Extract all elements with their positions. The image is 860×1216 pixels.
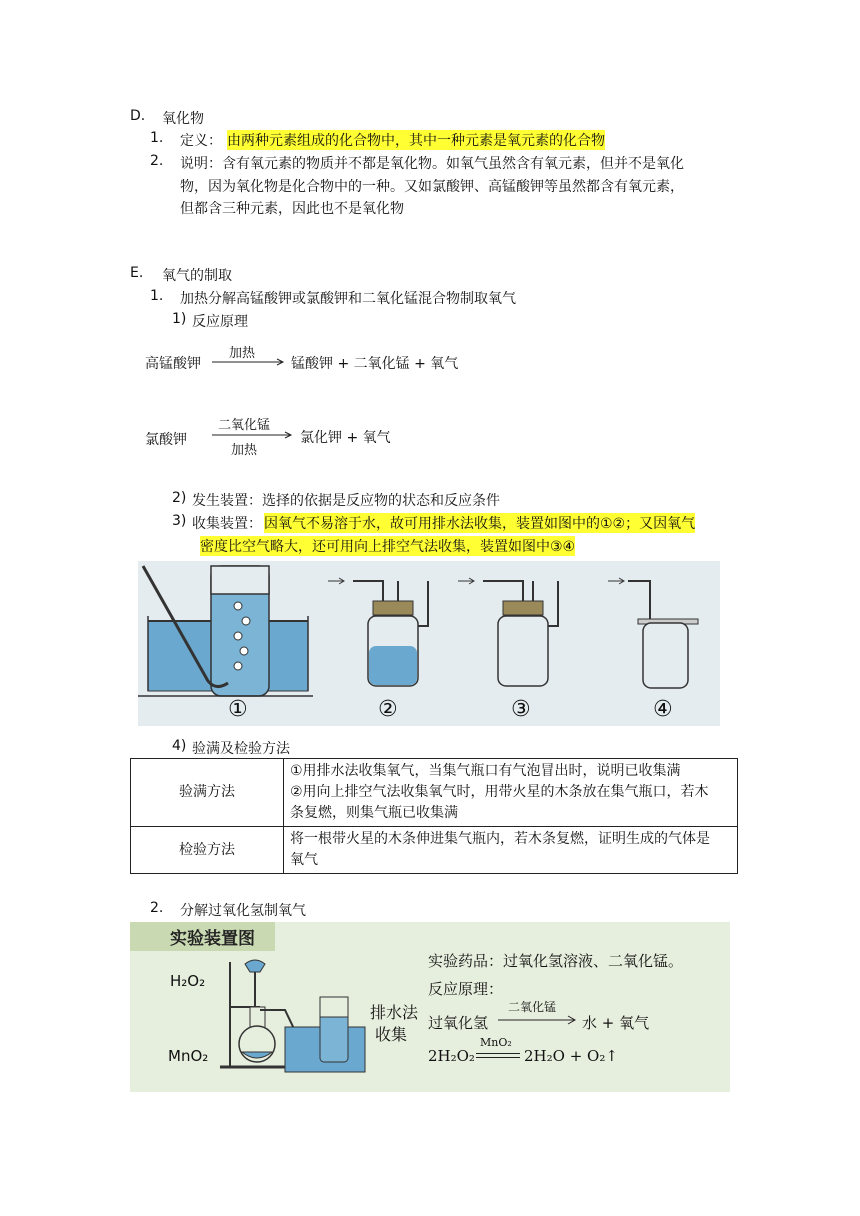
figure1-label-4: ④ [653, 697, 673, 722]
eq1-arrow [212, 357, 286, 367]
figure2-principle-label: 反应原理： [428, 980, 504, 998]
eq2-reactant: 氯酸钾 [145, 432, 187, 448]
figure2-word-catalyst: 二氧化锰 [508, 1000, 557, 1014]
table-line: 氧气 [290, 852, 318, 868]
table-row [131, 759, 738, 827]
figure2-formula-left: 2H₂O₂ [428, 1047, 475, 1065]
eq2-products: 氯化钾 + 氧气 [300, 430, 391, 446]
sub2-text: 分解过氧化氢制氧气 [180, 903, 306, 919]
p1-num: 1) [172, 311, 187, 327]
item-d2-line2: 物，因为氧化物是化合物中的一种。又如氯酸钾、高锰酸钾等虽然都含有氧元素， [180, 179, 684, 195]
item-d2-line3: 但都含三种元素，因此也不是氧化物 [180, 201, 404, 217]
eq1-reactant: 高锰酸钾 [145, 356, 201, 372]
table-line: 将一根带火星的木条伸进集气瓶内，若木条复燃，证明生成的气体是 [290, 831, 710, 847]
eq2-catalyst: 二氧化锰 [218, 418, 271, 433]
item-d1-label: 定义： [180, 133, 222, 149]
sub2-num: 2. [150, 900, 164, 916]
h2o2-apparatus-drawing [200, 952, 380, 1077]
table-line: ①用排水法收集氧气，当集气瓶口有气泡冒出时，说明已收集满 [290, 763, 681, 779]
sub1-text: 加热分解高锰酸钾或氯酸钾和二氧化锰混合物制取氧气 [180, 291, 516, 307]
figure2-drugs: 实验药品：过氧化氢溶液、二氧化锰。 [428, 952, 684, 970]
figure2-word-arrow [498, 1015, 578, 1025]
p3-line2: 密度比空气略大，还可用向上排空气法收集，装置如图中③④ [200, 536, 575, 556]
section-d-title: 氧化物 [162, 111, 204, 127]
table-line: 条复燃，则集气瓶已收集满 [290, 805, 458, 821]
item-d2-num: 2. [150, 153, 164, 169]
p2-num: 2) [172, 490, 187, 506]
figure1-label-3: ③ [511, 697, 531, 722]
section-d-marker: D. [130, 108, 146, 124]
figure2-word-reactant: 过氧化氢 [428, 1014, 489, 1032]
table-cell-full [284, 759, 738, 827]
item-d2-line1: 说明：含有氧元素的物质并不都是氧化物。如氧气虽然含有氧元素，但并不是氧化 [180, 156, 684, 172]
figure2-left-bottom: MnO₂ [168, 1047, 209, 1065]
table-head-full: 验满方法 [131, 759, 284, 827]
section-e-title: 氧气的制取 [162, 268, 232, 284]
p4-num: 4) [172, 738, 187, 754]
p3-label: 收集装置： [192, 516, 262, 532]
section-e-marker: E. [130, 265, 144, 281]
collection-apparatus-drawing [138, 561, 720, 726]
figure2-formula-double-line [476, 1053, 520, 1058]
table-row [131, 827, 738, 874]
figure2-collect-2: 收集 [375, 1025, 408, 1044]
sub1-num: 1. [150, 288, 164, 304]
h2o2-apparatus-figure [130, 922, 730, 1092]
figure1-label-2: ② [378, 697, 398, 722]
collection-apparatus-figure [138, 561, 720, 726]
item-d1-num: 1. [150, 130, 164, 146]
table-head-test: 检验方法 [131, 827, 284, 874]
table-line: ②用向上排空气法收集氧气时，用带火星的木条放在集气瓶口，若木 [290, 784, 709, 800]
p4-text: 验满及检验方法 [192, 741, 290, 757]
eq1-condition: 加热 [229, 346, 256, 361]
figure2-formula-catalyst: MnO₂ [480, 1036, 512, 1049]
p1-text: 反应原理 [192, 314, 248, 330]
item-d1-definition: 由两种元素组成的化合物中，其中一种元素是氧元素的化合物 [227, 130, 605, 150]
figure1-label-1: ① [228, 697, 248, 722]
figure2-header: 实验装置图 [130, 922, 275, 951]
eq2-condition: 加热 [231, 443, 258, 458]
figure2-formula-right: 2H₂O + O₂↑ [524, 1047, 618, 1065]
p3-num: 3) [172, 513, 187, 529]
p3-line1: 因氧气不易溶于水，故可用排水法收集，装置如图中的①②；又因氧气 [264, 513, 695, 533]
verification-table [130, 758, 738, 874]
figure2-left-top: H₂O₂ [170, 972, 206, 990]
figure2-collect-1: 排水法 [370, 1003, 419, 1022]
eq1-products: 锰酸钾 + 二氧化锰 + 氧气 [291, 356, 459, 372]
table-cell-test [284, 827, 738, 874]
p2-text: 发生装置：选择的依据是反应物的状态和反应条件 [192, 493, 500, 509]
figure2-word-products: 水 + 氧气 [582, 1014, 650, 1032]
